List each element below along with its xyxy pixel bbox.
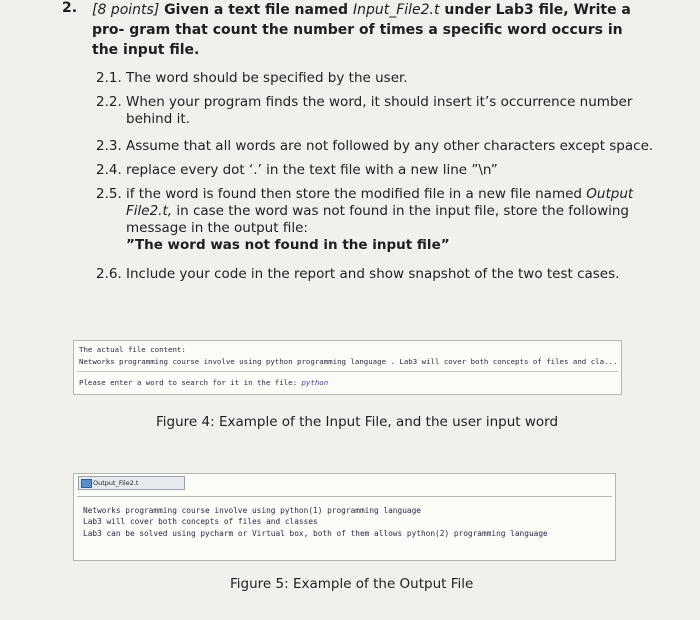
item-text: When your program finds the word, it should insert it’s occurrence number behind it. xyxy=(126,94,633,127)
list-item xyxy=(96,186,656,254)
question-intro: Given a text file named xyxy=(164,2,349,18)
item-text-part: in case the word was not found in the input file, store the following message in the output file: xyxy=(126,203,629,236)
item-number: 2.6. xyxy=(96,266,122,282)
console-line: The actual file content: xyxy=(79,345,186,354)
figure-4-console xyxy=(73,340,622,395)
output-line: Networks programming course involve using python(1) programming language xyxy=(83,506,421,515)
output-line: Lab3 will cover both concepts of files and classes xyxy=(83,517,318,526)
output-window-titlebar xyxy=(78,476,185,490)
output-divider xyxy=(77,496,612,497)
question-points: [8 points] xyxy=(92,2,160,18)
list-item xyxy=(96,266,656,283)
list-item xyxy=(96,162,656,179)
item-number: 2.4. xyxy=(96,162,122,178)
file-icon xyxy=(81,479,92,488)
console-user-input: python xyxy=(301,378,329,387)
console-line xyxy=(79,378,328,387)
question-file-name: Input_File2.t xyxy=(352,2,440,18)
item-number: 2.2. xyxy=(96,94,122,110)
question-number: 2. xyxy=(62,0,78,16)
list-item xyxy=(96,94,656,128)
item-number: 2.3. xyxy=(96,138,122,154)
question-text xyxy=(92,0,652,60)
item-number: 2.5. xyxy=(96,186,122,202)
item-text: replace every dot ‘.’ in the text file with a new line ”\n” xyxy=(126,162,498,178)
output-window-title: Output_File2.t xyxy=(93,479,139,487)
output-line: Lab3 can be solved using pycharm or Virtual box, both of them allows python(2) programming language xyxy=(83,529,548,538)
item-quote: ”The word was not found in the input file” xyxy=(126,237,450,253)
list-item xyxy=(96,138,656,155)
console-prompt: Please enter a word to search for it in the file: xyxy=(79,378,298,387)
item-number: 2.1. xyxy=(96,70,122,86)
console-divider xyxy=(77,371,618,372)
figure-5-output-window xyxy=(73,473,616,561)
figure-5-caption: Figure 5: Example of the Output File xyxy=(230,576,474,592)
item-text xyxy=(126,186,656,254)
figure-4-caption: Figure 4: Example of the Input File, and the user input word xyxy=(156,414,559,430)
item-text: The word should be specified by the user. xyxy=(126,70,408,86)
question-rest: under Lab3 file, Write a pro- gram that count the number of times a specific word occurs in the input file. xyxy=(92,2,631,58)
list-item xyxy=(96,70,656,87)
item-text-part: if the word is found then store the modified file in a new file named xyxy=(126,186,582,202)
item-text: Include your code in the report and show snapshot of the two test cases. xyxy=(126,266,620,282)
item-output-file-name: Output File2.t, xyxy=(126,186,634,219)
item-text: Assume that all words are not followed by any other characters except space. xyxy=(126,138,654,154)
console-line: Networks programming course involve using python programming language . Lab3 will cover both concepts of files and cla... xyxy=(79,357,618,366)
